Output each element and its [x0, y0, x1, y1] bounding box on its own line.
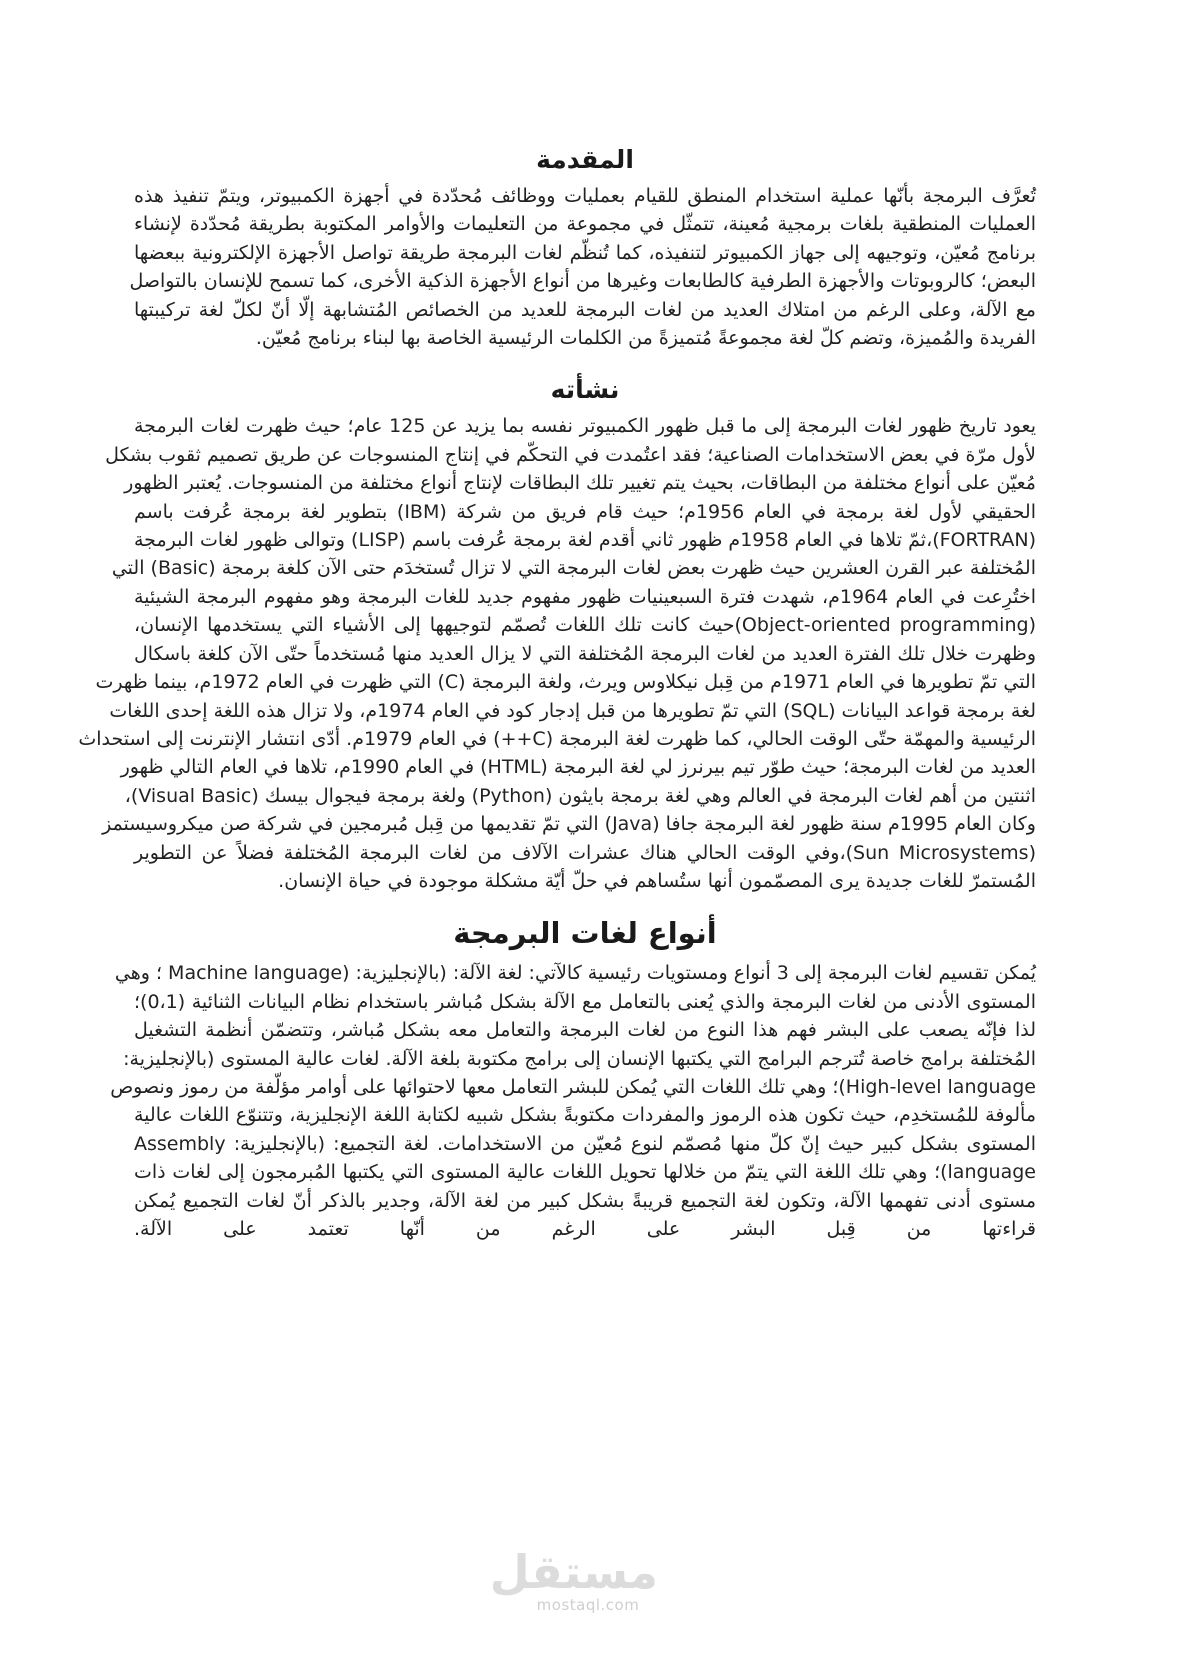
text-line: المُستمرّ للغات جديدة يرى المصمّمون أنها ستُساهم في حلّ أيّة مشكلة موجودة في حياة الإنسان.	[278, 869, 1036, 892]
paragraph-language-types	[110, 959, 1036, 1243]
text-line: مألوفة للمُستخدِم، حيث تكون هذه الرموز والمفردات مكتوبةً بشكل شبيه لكتابة اللغة الإنجليزية، وتتنوّع اللغات عالية	[134, 1104, 1036, 1127]
text-line: العديد من لغات البرمجة؛ حيث طوّر تيم بيرنرز لي لغة البرمجة (HTML) في العام 1990م، تلاها في العام التالي ظهور	[120, 756, 1036, 779]
text-line: language)؛ وهي تلك اللغة التي يتمّ من خلالها تحويل اللغات عالية المستوى التي يكتبها المُبرمجون إلى لغات ذات	[134, 1161, 1036, 1184]
document-body	[78, 138, 1036, 1243]
text-line: التي تمّ تطويرها في العام 1971م من قِبل نيكلاوس ويرث، ولغة البرمجة (C) التي ظهرت في العام 1972م، بينما ظهرت	[95, 671, 1036, 694]
text-line: الرئيسية والمهمّة حتّى الوقت الحالي، كما ظهرت لغة البرمجة (C++) في العام 1979م. أدّى انتشار الإنترنت إلى استحداث	[78, 727, 1036, 750]
text-line: مستوى أدنى تفهمها الآلة، وتكون لغة التجميع قريبةً بشكل كبير من لغة الآلة، وجدير بالذكر أنّ لغات التجميع يُمكن	[134, 1189, 1036, 1212]
text-line: المستوى بشكل كبير حيث إنّ كلّ منها مُصمّم لنوع مُعيّن من الاستخدامات. لغة التجميع: (بالإنجليزية: Assembly	[134, 1132, 1036, 1155]
text-line: المستوى الأدنى من لغات البرمجة والذي يُعنى بالتعامل مع الآلة بشكل مُباشر باستخدام نظام البيانات الثنائية (0،1)؛	[134, 990, 1036, 1013]
text-line: العمليات المنطقية بلغات برمجية مُعينة، تتمثّل في مجموعة من التعليمات والأوامر المكتوبة بطريقة مُحدّدة لإنشاء	[134, 213, 1036, 236]
text-line: برنامج مُعيّن، وتوجيهه إلى جهاز الكمبيوتر لتنفيذه، كما تُنظّم لغات البرمجة طريقة تواصل الأجهزة الإلكترونية ببعضها	[134, 241, 1036, 264]
watermark-logo: مستقل	[489, 1545, 658, 1599]
text-line: الحقيقي لأول لغة برمجة في العام 1956م؛ حيث قام فريق من شركة (IBM) بتطوير لغة برمجة عُرفت باسم	[134, 500, 1036, 523]
text-line: اختُرِعت في العام 1964م، شهدت فترة السبعينيات ظهور مفهوم جديد للغات البرمجة وهو مفهوم البرمجة الشيئية	[134, 585, 1036, 608]
heading-origin: نشأته	[550, 375, 620, 405]
watermark-url: mostaql.com	[536, 1596, 640, 1614]
text-line: اثنتين من أهم لغات البرمجة في العالم وهي لغة برمجة بايثون (Python) ولغة برمجة فيجوال بيسك (Visual Basic)،	[124, 784, 1036, 807]
text-line: مُعيّن على أنواع مختلفة من البطاقات، بحيث يتم تغيير تلك البطاقات لإنتاج أنواع مختلفة من المنسوجات. يُعتبر الظهور	[124, 472, 1036, 495]
heading-programming-language-types: أنواع لغات البرمجة	[453, 916, 717, 951]
text-line: مع الآلة، وعلى الرغم من امتلاك العديد من لغات البرمجة للعديد من الخصائص المُتشابهة إلّا أنّ لكلّ لغة تركيبتها	[134, 298, 1036, 321]
mostaql-watermark	[489, 1545, 658, 1628]
text-line: لغة برمجة قواعد البيانات (SQL) التي تمّ تطويرها من قبل إدجار كود في العام 1974م، ولا تزال هذه اللغة إحدى اللغات	[109, 699, 1036, 722]
paragraph-origin	[78, 412, 1036, 895]
text-line: المُختلفة برامج خاصة تُترجم البرامج التي يكتبها الإنسان إلى برامج مكتوبة بلغة الآلة. لغات عالية المستوى (بالإنجليزية:	[123, 1047, 1036, 1070]
text-line: يعود تاريخ ظهور لغات البرمجة إلى ما قبل ظهور الكمبيوتر نفسه بما يزيد عن 125 عام؛ حيث ظهرت لغات البرمجة	[134, 415, 1036, 438]
text-line: تُعرَّف البرمجة بأنّها عملية استخدام المنطق للقيام بعمليات ووظائف مُحدّدة في أجهزة الكمبيوتر، ويتمّ تنفيذ هذه	[134, 185, 1036, 207]
heading-introduction: المقدمة	[536, 145, 634, 174]
text-line: High-level language)؛ وهي تلك اللغات التي يُمكن للبشر التعامل معها لاحتوائها على أوامر مؤلّفة من رموز ونصوص	[110, 1075, 1036, 1098]
text-line: (FORTRAN)،ثمّ تلاها في العام 1958م ظهور ثاني أقدم لغة برمجة عُرفت باسم (LISP) وتوالى ظهور لغات البرمجة	[134, 529, 1036, 552]
text-line: (Object-oriented programming)حيث كانت تلك اللغات تُصمّم لتوجيهها إلى الأشياء التي يستخدمها الإنسان،	[134, 614, 1036, 637]
text-line: (Sun Microsystems)،وفي الوقت الحالي هناك عشرات الآلاف من لغات البرمجة المُختلفة فضلاً عن التطوير	[134, 841, 1036, 864]
text-line: الفريدة والمُميزة، وتضم كلّ لغة مجموعةً مُتميزةً من الكلمات الرئيسية الخاصة بها لبناء برنامج مُعيّن.	[255, 327, 1036, 350]
text-line: وكان العام 1995م سنة ظهور لغة البرمجة جافا (Java) التي تمّ تقديمها من قِبل مُبرمجين في شركة صن ميكروسيستمز	[102, 813, 1036, 836]
text-line: المُختلفة عبر القرن العشرين حيث ظهرت بعض لغات البرمجة التي لا تزال تُستخدَم حتى الآن كلغة برمجة (Basic) التي	[111, 557, 1036, 580]
text-line: يُمكن تقسيم لغات البرمجة إلى 3 أنواع ومستويات رئيسية كالآتي: لغة الآلة: (بالإنجليزية: (Machine language ؛ وهي	[114, 962, 1036, 985]
text-line: البعض؛ كالروبوتات والأجهزة الطرفية كالطابعات وغيرها من أنواع الأجهزة الذكية الأخرى، كما تسمح للإنسان بالتواصل	[129, 270, 1036, 293]
text-line: وظهرت خلال تلك الفترة العديد من لغات البرمجة المُختلفة التي لا يزال العديد منها مُستخدماً حتّى الآن كلغة باسكال	[134, 642, 1036, 665]
paragraph-introduction	[129, 182, 1036, 352]
text-line: لذا فإنّه يصعب على البشر فهم هذا النوع من لغات البرمجة والتعامل معه بشكل مُباشر، وتتضمّن أنظمة التشغيل	[134, 1019, 1036, 1042]
text-line: لأول مرّة في بعض الاستخدامات الصناعية؛ فقد اعتُمدت في التحكّم في إنتاج المنسوجات عن طريق تصميم ثقوب بشكل	[105, 443, 1036, 466]
text-line: قراءتها من قِبل البشر على الرغم من أنّها تعتمد على الآلة.	[134, 1218, 1036, 1240]
